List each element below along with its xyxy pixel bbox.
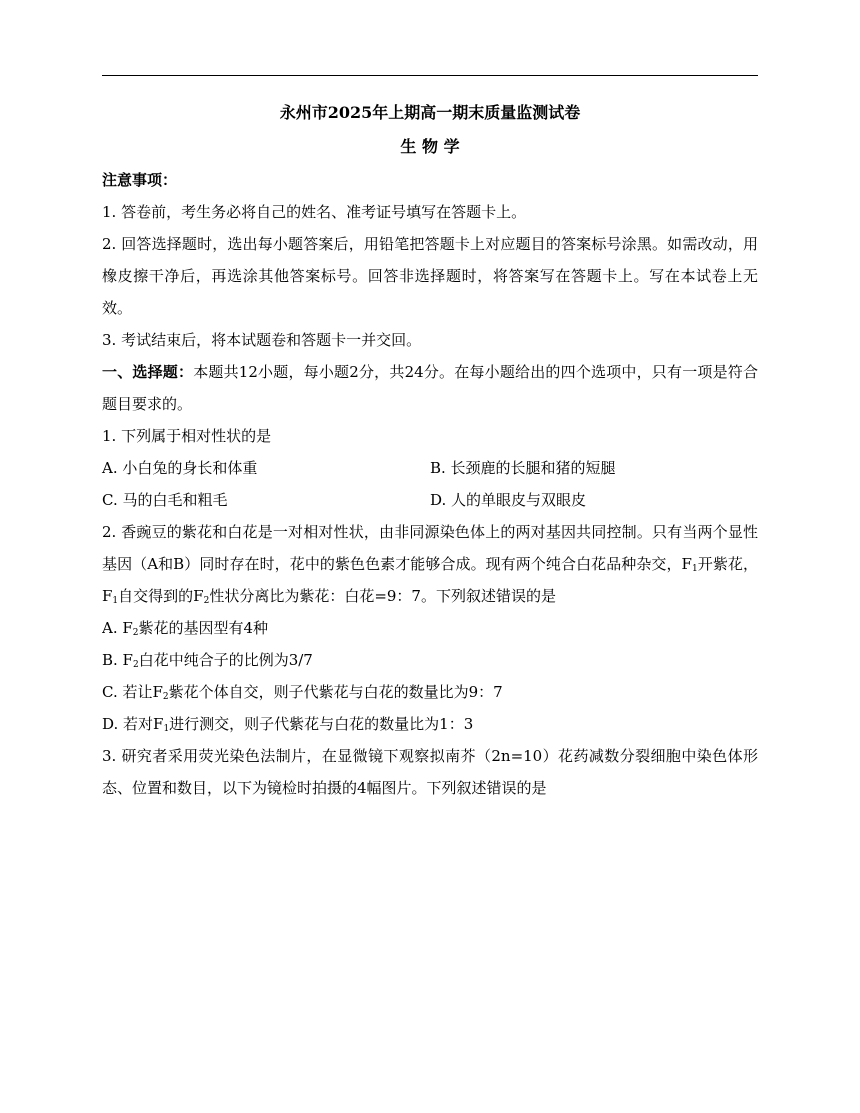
question-1-option-d: D. 人的单眼皮与双眼皮 bbox=[430, 491, 587, 509]
question-2-stem-part-1: 2. 香豌豆的紫花和白花是一对相对性状，由非同源染色体上的两对基因共同控制。只有当两个显性基因（A和B）同时存在时，花中的紫色色素才能够合成。现有两个纯合白花品种杂交，F bbox=[102, 523, 758, 573]
option-b-prefix: B. F bbox=[102, 651, 133, 669]
header-rule bbox=[102, 75, 758, 76]
question-1-option-b: B. 长颈鹿的长腿和猪的短腿 bbox=[430, 459, 616, 477]
exam-subject: 生 物 学 bbox=[400, 137, 460, 156]
exam-content bbox=[102, 96, 758, 804]
option-c-prefix: C. 若让F bbox=[102, 683, 163, 701]
option-d-subscript: 1 bbox=[163, 724, 170, 734]
question-1-options-row-2 bbox=[102, 484, 758, 516]
exam-title: 永州市2025年上期高一期末质量监测试卷 bbox=[279, 103, 581, 122]
question-2-option-c bbox=[102, 676, 758, 708]
subscript-2: 2 bbox=[203, 596, 210, 606]
question-2-stem bbox=[102, 516, 758, 612]
question-2-option-b bbox=[102, 644, 758, 676]
question-1-option-a: A. 小白兔的身长和体重 bbox=[102, 459, 258, 477]
option-c-text: 紫花个体自交，则子代紫花与白花的数量比为9：7 bbox=[168, 683, 503, 701]
question-2-stem-part-3: 自交得到的F bbox=[118, 587, 204, 605]
option-a-subscript: 2 bbox=[132, 628, 139, 638]
question-1-stem: 1. 下列属于相对性状的是 bbox=[102, 427, 272, 445]
notice-item-1: 1. 答卷前，考生务必将自己的姓名、准考证号填写在答题卡上。 bbox=[102, 203, 527, 221]
option-b-text: 白花中纯合子的比例为3/7 bbox=[138, 651, 313, 669]
section-1-heading: 一、选择题： bbox=[102, 363, 194, 381]
question-2-stem-part-2: 开紫花，F bbox=[102, 555, 758, 605]
subscript-1: 1 bbox=[691, 564, 698, 574]
section-1-description: 本题共12小题，每小题2分，共24分。在每小题给出的四个选项中，只有一项是符合题目要求的。 bbox=[102, 363, 758, 413]
notice-item-2: 2. 回答选择题时，选出每小题答案后，用铅笔把答题卡上对应题目的答案标号涂黑。如需改动，用橡皮擦干净后，再选涂其他答案标号。回答非选择题时，将答案写在答题卡上。写在本试卷上无效。 bbox=[102, 235, 758, 317]
subscript-1: 1 bbox=[112, 596, 119, 606]
option-c-subscript: 2 bbox=[162, 692, 169, 702]
option-d-prefix: D. 若对F bbox=[102, 715, 164, 733]
notice-item-3: 3. 考试结束后，将本试题卷和答题卡一并交回。 bbox=[102, 331, 422, 349]
option-b-subscript: 2 bbox=[132, 660, 139, 670]
option-a-prefix: A. F bbox=[102, 619, 133, 637]
section-1-intro bbox=[102, 356, 758, 420]
option-d-text: 进行测交，则子代紫花与白花的数量比为1：3 bbox=[169, 715, 474, 733]
question-2-stem-part-4: 性状分离比为紫花：白花=9：7。下列叙述错误的是 bbox=[209, 587, 556, 605]
question-2-option-a bbox=[102, 612, 758, 644]
question-2-option-d bbox=[102, 708, 758, 740]
question-3-stem: 3. 研究者采用荧光染色法制片，在显微镜下观察拟南芥（2n=10）花药减数分裂细胞中染色体形态、位置和数目，以下为镜检时拍摄的4幅图片。下列叙述错误的是 bbox=[102, 747, 758, 797]
option-a-text: 紫花的基因型有4种 bbox=[138, 619, 269, 637]
question-1-option-c: C. 马的白毛和粗毛 bbox=[102, 491, 228, 509]
notice-heading: 注意事项： bbox=[102, 171, 178, 189]
question-1-options-row-1 bbox=[102, 452, 758, 484]
